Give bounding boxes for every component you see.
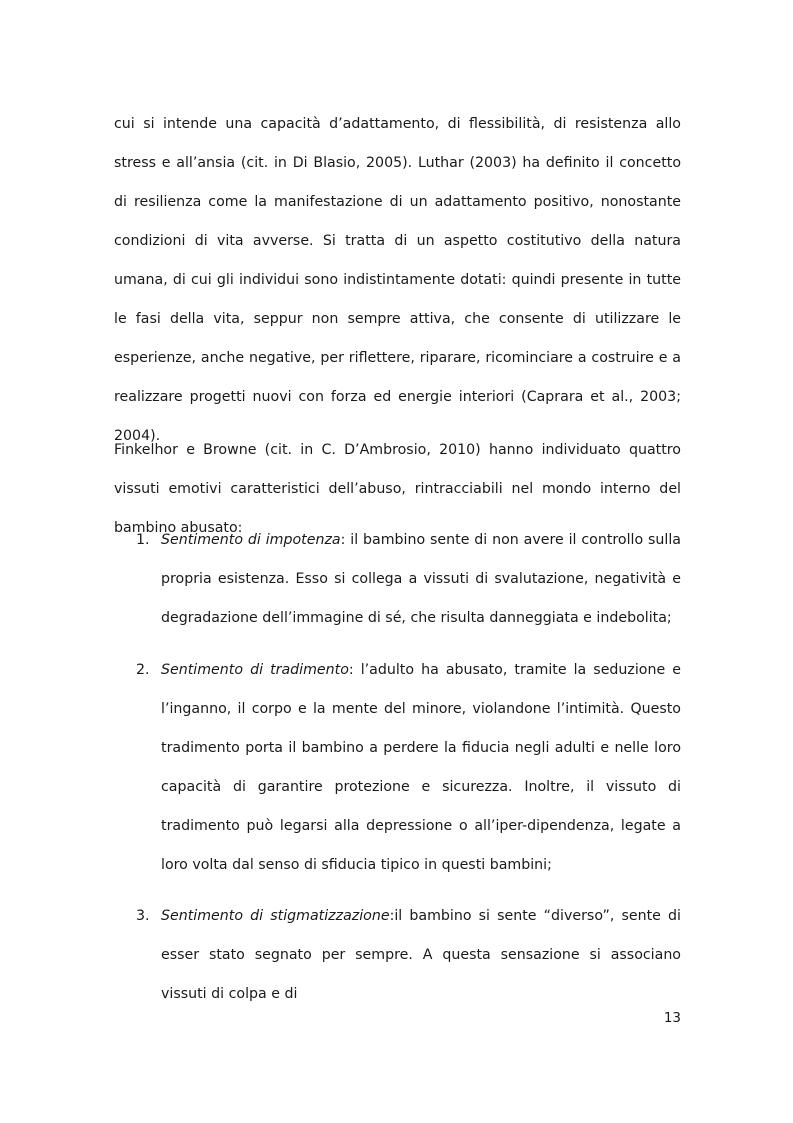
list-item-number: 2. [136,662,150,678]
list-item-term: Sentimento di impotenza [161,532,341,548]
list-item-text [161,897,681,1014]
list-item-stigmatizzazione [114,897,681,1014]
list-item-number: 1. [136,532,150,548]
list-item-text [161,651,681,885]
list-item-description: : il bambino sente di non avere il controllo sulla propria esistenza. Esso si collega a vissuti di svalutazione, negatività e degradazione dell’immagine di sé, che risulta danneggiata e indebolita; [161,532,681,626]
list-item-term: Sentimento di tradimento [161,662,349,678]
list-item-tradimento [114,651,681,885]
paragraph-resilience: cui si intende una capacità d’adattamento, di flessibilità, di resistenza allo stress e all’ansia (cit. in Di Blasio, 2005). Luthar (2003) ha definito il concetto di resilienza come la manifestazione di un adattamento positivo, nonostante condizioni di vita avverse. Si tratta di un aspetto costitutivo della natura umana, di cui gli individui sono indistintamente dotati: quindi presente in tutte le fasi della vita, seppur non sempre attiva, che consente di utilizzare le esperienze, anche negative, per riflettere, riparare, ricominciare a costruire e a realizzare progetti nuovi con forza ed energie interiori (Caprara et al., 2003; 2004). [114,116,681,444]
paragraph-finkelhor-browne: Finkelhor e Browne (cit. in C. D’Ambrosio, 2010) hanno individuato quattro vissuti emotivi caratteristici dell’abuso, rintracciabili nel mondo interno del bambino abusato: [114,442,681,536]
list-item-impotenza [114,521,681,638]
page-number: 13 [663,1010,681,1026]
list-item-text [161,521,681,638]
list-item-term: Sentimento di stigmatizzazione [161,908,390,924]
list-item-description: :il bambino si sente “diverso”, sente di esser stato segnato per sempre. A questa sensazione si associano vissuti di colpa e di [161,908,682,1002]
list-item-description: : l’adulto ha abusato, tramite la seduzione e l’inganno, il corpo e la mente del minore, violandone l’intimità. Questo tradimento porta il bambino a perdere la fiducia negli adulti e nelle loro capacità di garantire protezione e sicurezza. Inoltre, il vissuto di tradimento può legarsi alla depressione o all’iper-dipendenza, legate a loro volta dal senso di sfiducia tipico in questi bambini; [161,662,681,873]
list-item-number: 3. [136,908,150,924]
